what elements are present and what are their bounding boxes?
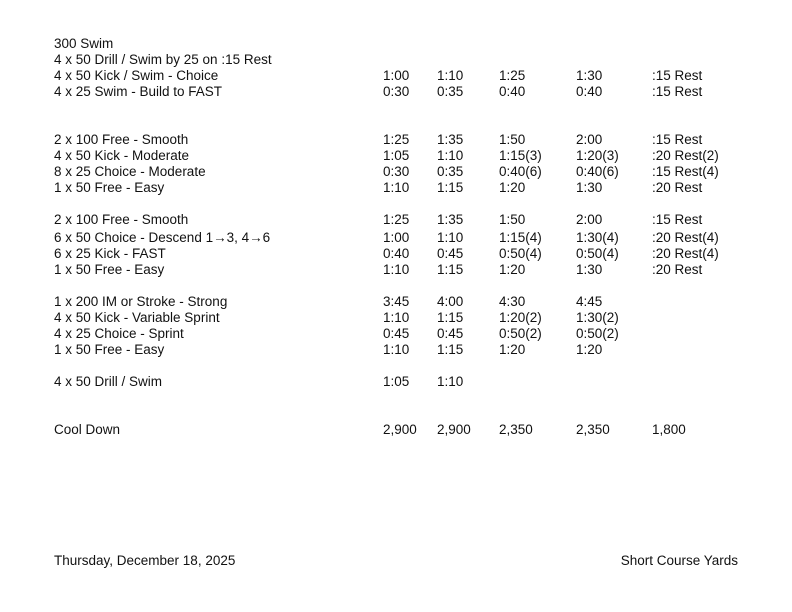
cell-interval-b: 1:15 [437,262,464,277]
cell-rest: :20 Rest(4) [652,246,719,261]
cell-interval-c: 0:40 [499,84,526,99]
cell-interval-a: 1:05 [383,148,410,163]
cell-interval-d: 2:00 [576,212,603,227]
cell-interval-a: 2,900 [383,422,417,437]
cell-set-description: 2 x 100 Free - Smooth [54,212,189,227]
cell-interval-d: 1:30(2) [576,310,619,325]
cell-rest: :15 Rest(4) [652,164,719,179]
cell-interval-d: 0:40 [576,84,603,99]
cell-interval-c: 2,350 [499,422,533,437]
cell-set-description: 1 x 50 Free - Easy [54,180,165,195]
cell-set-description: 300 Swim [54,36,114,51]
cell-interval-b: 1:35 [437,132,464,147]
cell-set-description: 1 x 50 Free - Easy [54,342,165,357]
cell-interval-d: 1:30(4) [576,230,619,245]
cell-interval-b: 0:45 [437,246,464,261]
cell-interval-a: 0:40 [383,246,410,261]
cell-interval-b: 1:10 [437,148,464,163]
cell-interval-c: 1:20(2) [499,310,542,325]
cell-interval-d: 1:30 [576,68,603,83]
cell-rest: 1,800 [652,422,686,437]
cell-interval-d: 2:00 [576,132,603,147]
cell-interval-c: 1:20 [499,342,526,357]
cell-set-description: 4 x 25 Swim - Build to FAST [54,84,223,99]
cell-interval-b: 4:00 [437,294,464,309]
cell-interval-b: 1:10 [437,68,464,83]
cell-interval-a: 1:10 [383,310,410,325]
cell-interval-d: 1:30 [576,262,603,277]
cell-interval-a: 1:00 [383,230,410,245]
cell-interval-d: 2,350 [576,422,610,437]
cell-interval-d: 0:40(6) [576,164,619,179]
cell-interval-c: 0:50(4) [499,246,542,261]
cell-set-description: 1 x 50 Free - Easy [54,262,165,277]
cell-interval-b: 1:10 [437,230,464,245]
cell-interval-c: 1:15(3) [499,148,542,163]
cell-set-description: Cool Down [54,422,121,437]
cell-interval-b: 1:35 [437,212,464,227]
cell-set-description: 4 x 50 Drill / Swim [54,374,163,389]
cell-rest: :20 Rest [652,262,703,277]
cell-interval-c: 0:50(2) [499,326,542,341]
cell-interval-a: 1:10 [383,180,410,195]
cell-interval-d: 0:50(2) [576,326,619,341]
cell-set-description: 6 x 50 Choice - Descend 1→3, 4→6 [54,230,271,245]
cell-rest: :20 Rest [652,180,703,195]
cell-interval-c: 1:25 [499,68,526,83]
cell-interval-d: 1:20 [576,342,603,357]
cell-interval-a: 0:45 [383,326,410,341]
cell-rest: :15 Rest [652,84,703,99]
cell-interval-c: 1:20 [499,180,526,195]
cell-interval-c: 1:15(4) [499,230,542,245]
cell-interval-a: 1:05 [383,374,410,389]
cell-set-description: 4 x 50 Kick - Moderate [54,148,190,163]
cell-interval-c: 4:30 [499,294,526,309]
cell-set-description: 4 x 50 Drill / Swim by 25 on :15 Rest [54,52,272,67]
cell-interval-d: 4:45 [576,294,603,309]
cell-interval-c: 1:20 [499,262,526,277]
footer-date: Thursday, December 18, 2025 [54,553,236,568]
cell-interval-c: 1:50 [499,132,526,147]
cell-interval-a: 1:10 [383,342,410,357]
cell-interval-b: 0:35 [437,164,464,179]
cell-interval-b: 0:35 [437,84,464,99]
cell-rest: :20 Rest(2) [652,148,719,163]
cell-interval-b: 1:15 [437,342,464,357]
cell-interval-d: 1:20(3) [576,148,619,163]
cell-interval-a: 1:00 [383,68,410,83]
cell-set-description: 6 x 25 Kick - FAST [54,246,166,261]
cell-set-description: 4 x 25 Choice - Sprint [54,326,184,341]
cell-interval-a: 0:30 [383,84,410,99]
cell-set-description: 4 x 50 Kick - Variable Sprint [54,310,220,325]
cell-interval-d: 0:50(4) [576,246,619,261]
cell-interval-d: 1:30 [576,180,603,195]
footer-course-type: Short Course Yards [620,553,738,568]
cell-interval-b: 0:45 [437,326,464,341]
cell-rest: :15 Rest [652,68,703,83]
cell-interval-a: 3:45 [383,294,410,309]
cell-set-description: 4 x 50 Kick / Swim - Choice [54,68,219,83]
cell-set-description: 2 x 100 Free - Smooth [54,132,189,147]
cell-interval-b: 1:15 [437,180,464,195]
cell-interval-a: 1:25 [383,212,410,227]
cell-rest: :15 Rest [652,212,703,227]
cell-rest: :20 Rest(4) [652,230,719,245]
cell-interval-b: 1:15 [437,310,464,325]
cell-interval-c: 1:50 [499,212,526,227]
cell-rest: :15 Rest [652,132,703,147]
cell-interval-b: 2,900 [437,422,471,437]
cell-interval-c: 0:40(6) [499,164,542,179]
cell-interval-a: 1:25 [383,132,410,147]
cell-set-description: 8 x 25 Choice - Moderate [54,164,206,179]
cell-interval-b: 1:10 [437,374,464,389]
cell-set-description: 1 x 200 IM or Stroke - Strong [54,294,228,309]
cell-interval-a: 0:30 [383,164,410,179]
cell-interval-a: 1:10 [383,262,410,277]
